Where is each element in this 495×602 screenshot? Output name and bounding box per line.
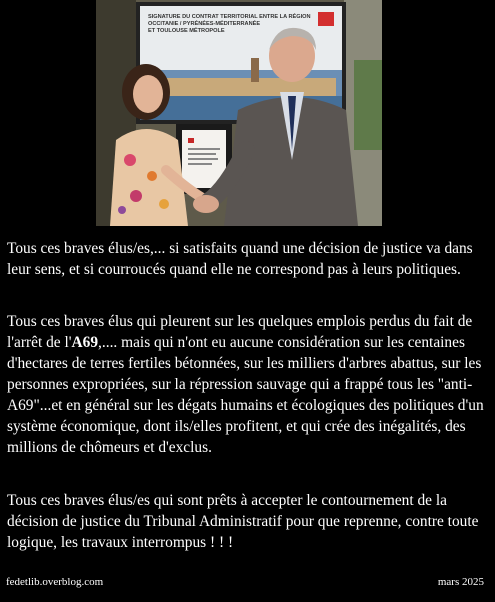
paragraph-2 (7, 311, 489, 458)
paragraph-2-highlight: A69 (71, 334, 99, 351)
screen-title-line-3: ET TOULOUSE MÉTROPOLE (148, 28, 225, 34)
paragraph-1: Tous ces braves élus/es,... si satisfaits quand une décision de justice va dans leur sens, et si courroucés quand elle ne correspond pas à leurs politiques. (7, 240, 473, 278)
paragraph-2-after: ,.... mais qui n'ont eu aucune considération sur les centaines d'hectares de terres fertiles bétonnées, sur les milliers d'arbres abattus, sur les personnes expropriées, sur la répression sauvage qui a frappé tous les "anti-A69"...et en général sur les dégats humains et écologiques des politiques d'un système économique, dont ils/elles profitent, et qui crée des inégalités, des millions de chômeurs et d'exclus. (7, 334, 484, 456)
screen-title-line-2: OCCITANIE / PYRÉNÉES-MÉDITERRANÉE (148, 21, 261, 27)
footer-source: fedetlib.overblog.com (6, 576, 104, 588)
screen-title-line-1: SIGNATURE DU CONTRAT TERRITORIAL ENTRE LA RÉGION (148, 14, 311, 20)
paragraph-2-before: Tous ces braves élus qui pleurent sur les quelques emplois perdus du fait de l'arrêt de l' (7, 313, 473, 351)
handshake-photo (96, 0, 382, 226)
paragraph-3: Tous ces braves élus/es qui sont prêts à accepter le contournement de la décision de justice du Tribunal Administratif pour que reprenne, contre toute logique, les travaux interrompus ! ! ! (7, 492, 479, 551)
handshake-photo-illustration (96, 0, 382, 226)
footer-date: mars 2025 (437, 576, 484, 588)
